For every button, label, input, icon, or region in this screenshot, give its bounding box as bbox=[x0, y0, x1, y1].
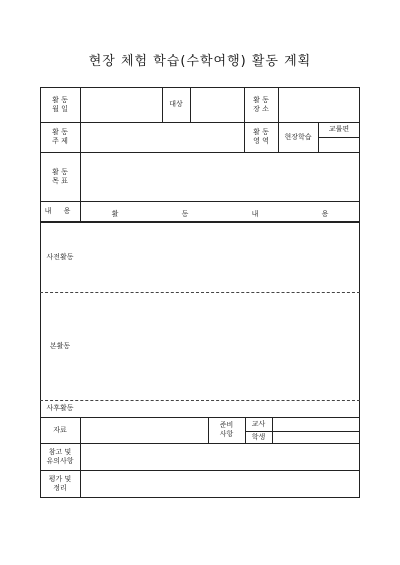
content-header-char: 용 bbox=[321, 209, 329, 218]
label-notes: 참고 및 유의사항 bbox=[46, 447, 74, 465]
column-divider bbox=[272, 417, 273, 444]
row-divider bbox=[40, 292, 360, 293]
content-header-char: 활 bbox=[111, 209, 119, 218]
label-content: 내 용 bbox=[44, 206, 76, 215]
row-divider bbox=[40, 417, 360, 418]
label-activity-date: 활 동 월 일 bbox=[52, 95, 68, 113]
label-pre-activity: 사전활동 bbox=[46, 252, 74, 261]
label-student: 학생 bbox=[251, 432, 266, 441]
label-post-activity: 사후활동 bbox=[46, 404, 74, 412]
label-target: 대상 bbox=[169, 100, 183, 108]
column-divider bbox=[190, 87, 191, 123]
content-header-char: 내 bbox=[251, 209, 259, 218]
row-divider bbox=[40, 400, 360, 401]
label-evaluation: 평가 및 정리 bbox=[48, 475, 72, 492]
label-activity-goal: 활 동 목 표 bbox=[52, 167, 68, 185]
label-preparation: 준비 사항 bbox=[219, 421, 234, 438]
label-field-study: 현장학습 bbox=[284, 132, 312, 141]
row-divider bbox=[40, 470, 360, 471]
label-activity-area: 활 동 영 역 bbox=[253, 128, 269, 145]
label-activity-theme: 활 동 주 제 bbox=[52, 128, 68, 145]
column-divider bbox=[80, 417, 81, 498]
row-divider bbox=[40, 201, 360, 202]
column-divider bbox=[80, 152, 81, 202]
label-main-activity: 본활동 bbox=[49, 341, 71, 350]
row-divider bbox=[318, 137, 360, 138]
row-divider bbox=[40, 152, 360, 153]
content-header bbox=[80, 205, 360, 222]
label-teacher: 교사 bbox=[251, 419, 266, 428]
label-materials: 자료 bbox=[53, 425, 67, 434]
label-activity-place: 활 동 장 소 bbox=[253, 95, 269, 113]
column-divider bbox=[80, 87, 81, 153]
page-title: 현장 체험 학습(수학여행) 활동 계획 bbox=[88, 54, 312, 69]
row-divider bbox=[40, 443, 360, 444]
content-header-char: 동 bbox=[181, 209, 189, 218]
label-subject-link: 교률편 bbox=[328, 125, 350, 133]
